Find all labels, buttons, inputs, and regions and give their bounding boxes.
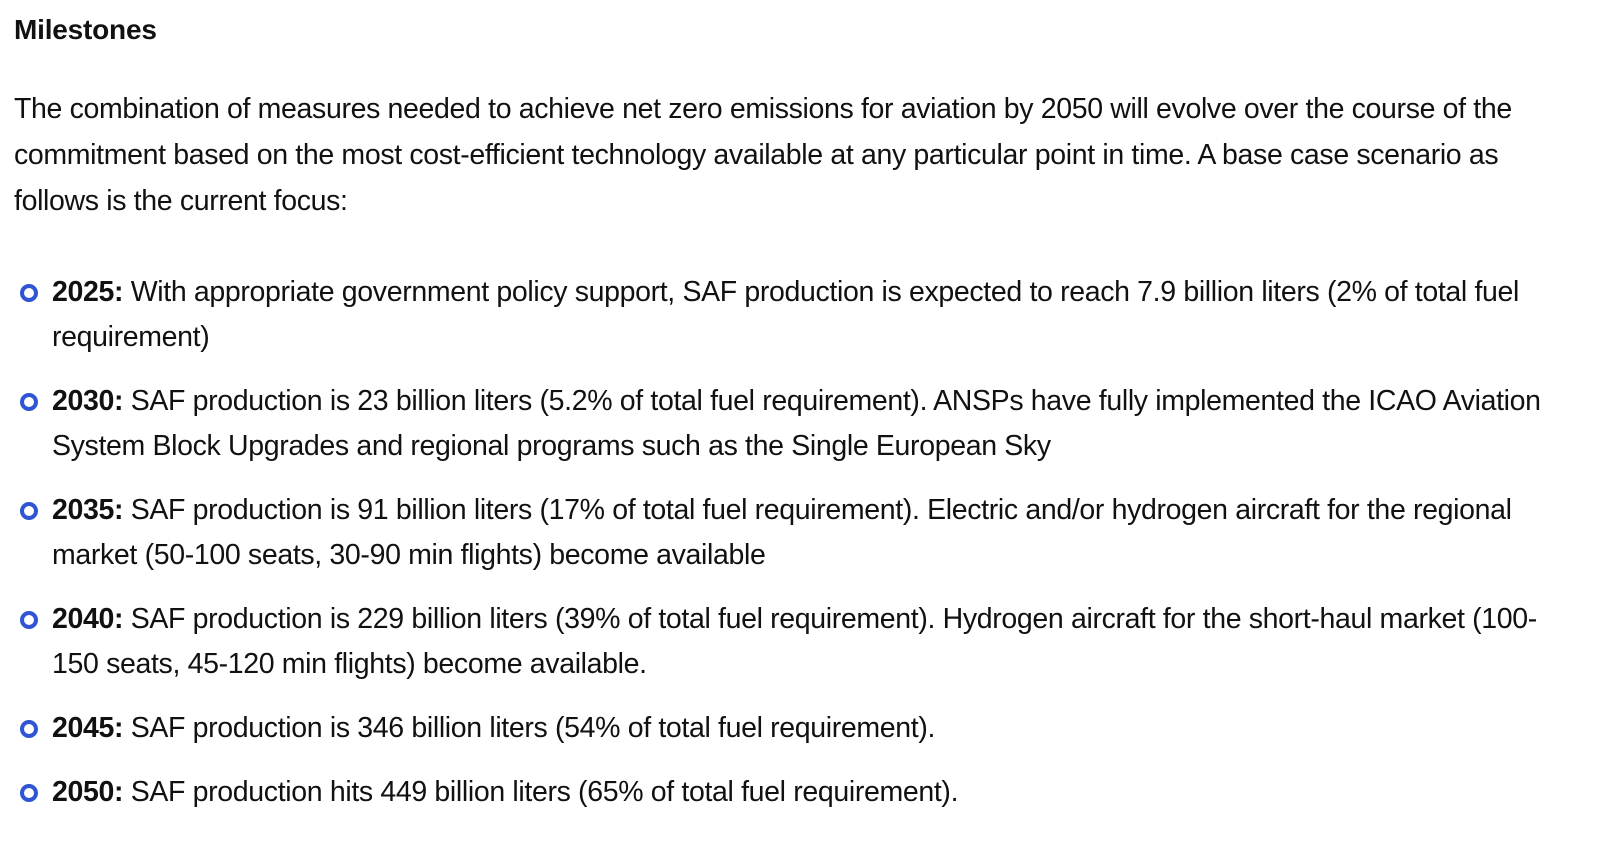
milestone-text: SAF production hits 449 billion liters (65% of total fuel requirement). [123,776,959,808]
circle-bullet-icon [20,720,38,738]
circle-bullet-icon [20,393,38,411]
circle-bullet-icon [20,784,38,802]
circle-bullet-icon [20,611,38,629]
milestone-text: SAF production is 346 billion liters (54% of total fuel requirement). [123,712,936,744]
intro-paragraph: The combination of measures needed to achieve net zero emissions for aviation by 2050 will evolve over the course of the commitment based on the most cost-efficient technology available at any particular point in time. A base case scenario as follows is the current focus: [14,93,1512,217]
milestone-year: 2025: [52,276,124,308]
milestone-item [14,597,1582,687]
milestone-item [14,488,1582,578]
milestone-item [14,379,1582,469]
circle-bullet-icon [20,502,38,520]
milestone-year: 2050: [52,776,124,808]
milestone-list [14,270,1582,815]
milestone-year: 2035: [52,494,124,526]
milestone-year: 2030: [52,385,124,417]
milestone-text: SAF production is 23 billion liters (5.2% of total fuel requirement). ANSPs have fully implemented the ICAO Aviation System Block Upgrades and regional programs such as the Single European Sky [52,385,1541,462]
milestone-text: With appropriate government policy support, SAF production is expected to reach 7.9 billion liters (2% of total fuel requirement) [52,276,1520,353]
milestone-item [14,770,1582,815]
milestone-item [14,706,1582,751]
milestone-year: 2045: [52,712,124,744]
milestone-year: 2040: [52,603,124,635]
milestone-item [14,270,1582,360]
milestone-text: SAF production is 229 billion liters (39% of total fuel requirement). Hydrogen aircraft for the short-haul market (100-150 seats, 45-120 min flights) become available. [52,603,1537,680]
section-heading: Milestones [14,14,157,45]
circle-bullet-icon [20,284,38,302]
milestone-text: SAF production is 91 billion liters (17% of total fuel requirement). Electric and/or hydrogen aircraft for the regional market (50-100 seats, 30-90 min flights) become available [52,494,1512,571]
